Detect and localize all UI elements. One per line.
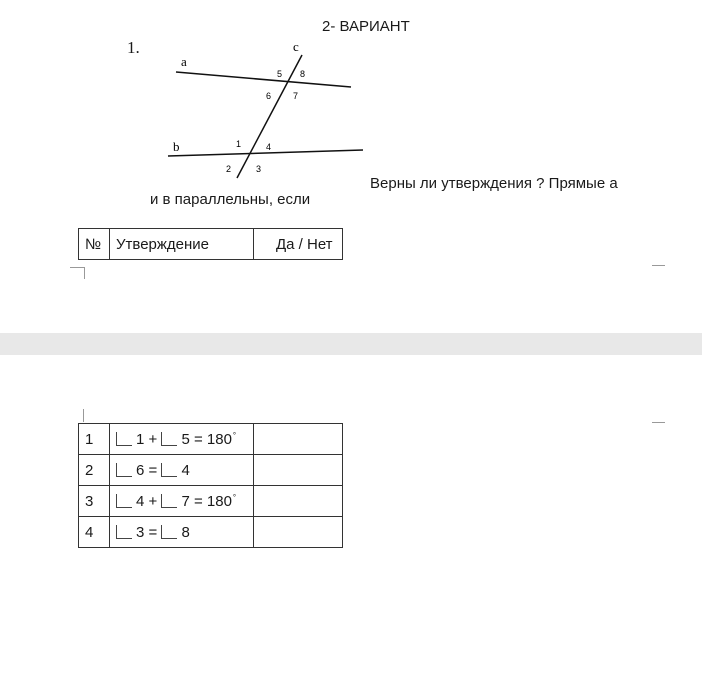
- angle-icon: [161, 432, 177, 446]
- label-b: b: [173, 139, 180, 154]
- label-c: c: [293, 39, 299, 54]
- question-line-2: и в параллельны, если: [150, 191, 311, 208]
- line-a: [176, 72, 351, 87]
- row-number: 1: [79, 424, 110, 455]
- angle-icon: [116, 494, 132, 508]
- statement-cell: 6 = 4: [110, 455, 254, 486]
- angle-icon: [161, 463, 177, 477]
- row-number: 4: [79, 517, 110, 548]
- table-row: [79, 486, 343, 517]
- angle-icon: [116, 463, 132, 477]
- angle-label-1: 1: [236, 139, 242, 149]
- line-c: [237, 55, 302, 178]
- angle-icon: [116, 525, 132, 539]
- angle-icon: [161, 525, 177, 539]
- statements-table: [78, 423, 343, 548]
- header-statement: Утверждение: [110, 229, 254, 260]
- angle-label-6: 6: [266, 91, 272, 101]
- answer-cell[interactable]: [254, 486, 343, 517]
- degree-sign: °: [232, 492, 237, 502]
- label-a: a: [181, 54, 187, 69]
- header-table: [78, 228, 343, 260]
- margin-mark: [652, 422, 665, 423]
- row-number: 2: [79, 455, 110, 486]
- row-number: 3: [79, 486, 110, 517]
- table-row: [79, 424, 343, 455]
- answer-cell[interactable]: [254, 517, 343, 548]
- angle-label-7: 7: [293, 91, 299, 101]
- answer-cell[interactable]: [254, 455, 343, 486]
- task-number: 1.: [127, 38, 140, 57]
- angle-label-3: 3: [256, 164, 262, 174]
- statement-cell: 3 = 8: [110, 517, 254, 548]
- table-row: [79, 517, 343, 548]
- header-answer: Да / Нет: [254, 229, 343, 260]
- corner-mark: [84, 267, 85, 279]
- corner-mark: [70, 267, 84, 268]
- angle-icon: [116, 432, 132, 446]
- answer-cell[interactable]: [254, 424, 343, 455]
- margin-mark: [652, 265, 665, 266]
- margin-mark: [83, 409, 84, 422]
- statement-cell: 1 + 5 = 180°: [110, 424, 254, 455]
- angle-icon: [161, 494, 177, 508]
- header-num: №: [79, 229, 110, 260]
- page-separator: [0, 333, 702, 355]
- question-line-1: Верны ли утверждения ? Прямые а: [370, 175, 618, 192]
- variant-title: 2- ВАРИАНТ: [322, 18, 410, 35]
- angle-label-4: 4: [266, 142, 272, 152]
- angle-label-8: 8: [300, 69, 306, 79]
- statement-cell: 4 + 7 = 180°: [110, 486, 254, 517]
- table-row: [79, 455, 343, 486]
- angle-label-2: 2: [226, 164, 232, 174]
- degree-sign: °: [232, 430, 237, 440]
- angle-label-5: 5: [277, 69, 283, 79]
